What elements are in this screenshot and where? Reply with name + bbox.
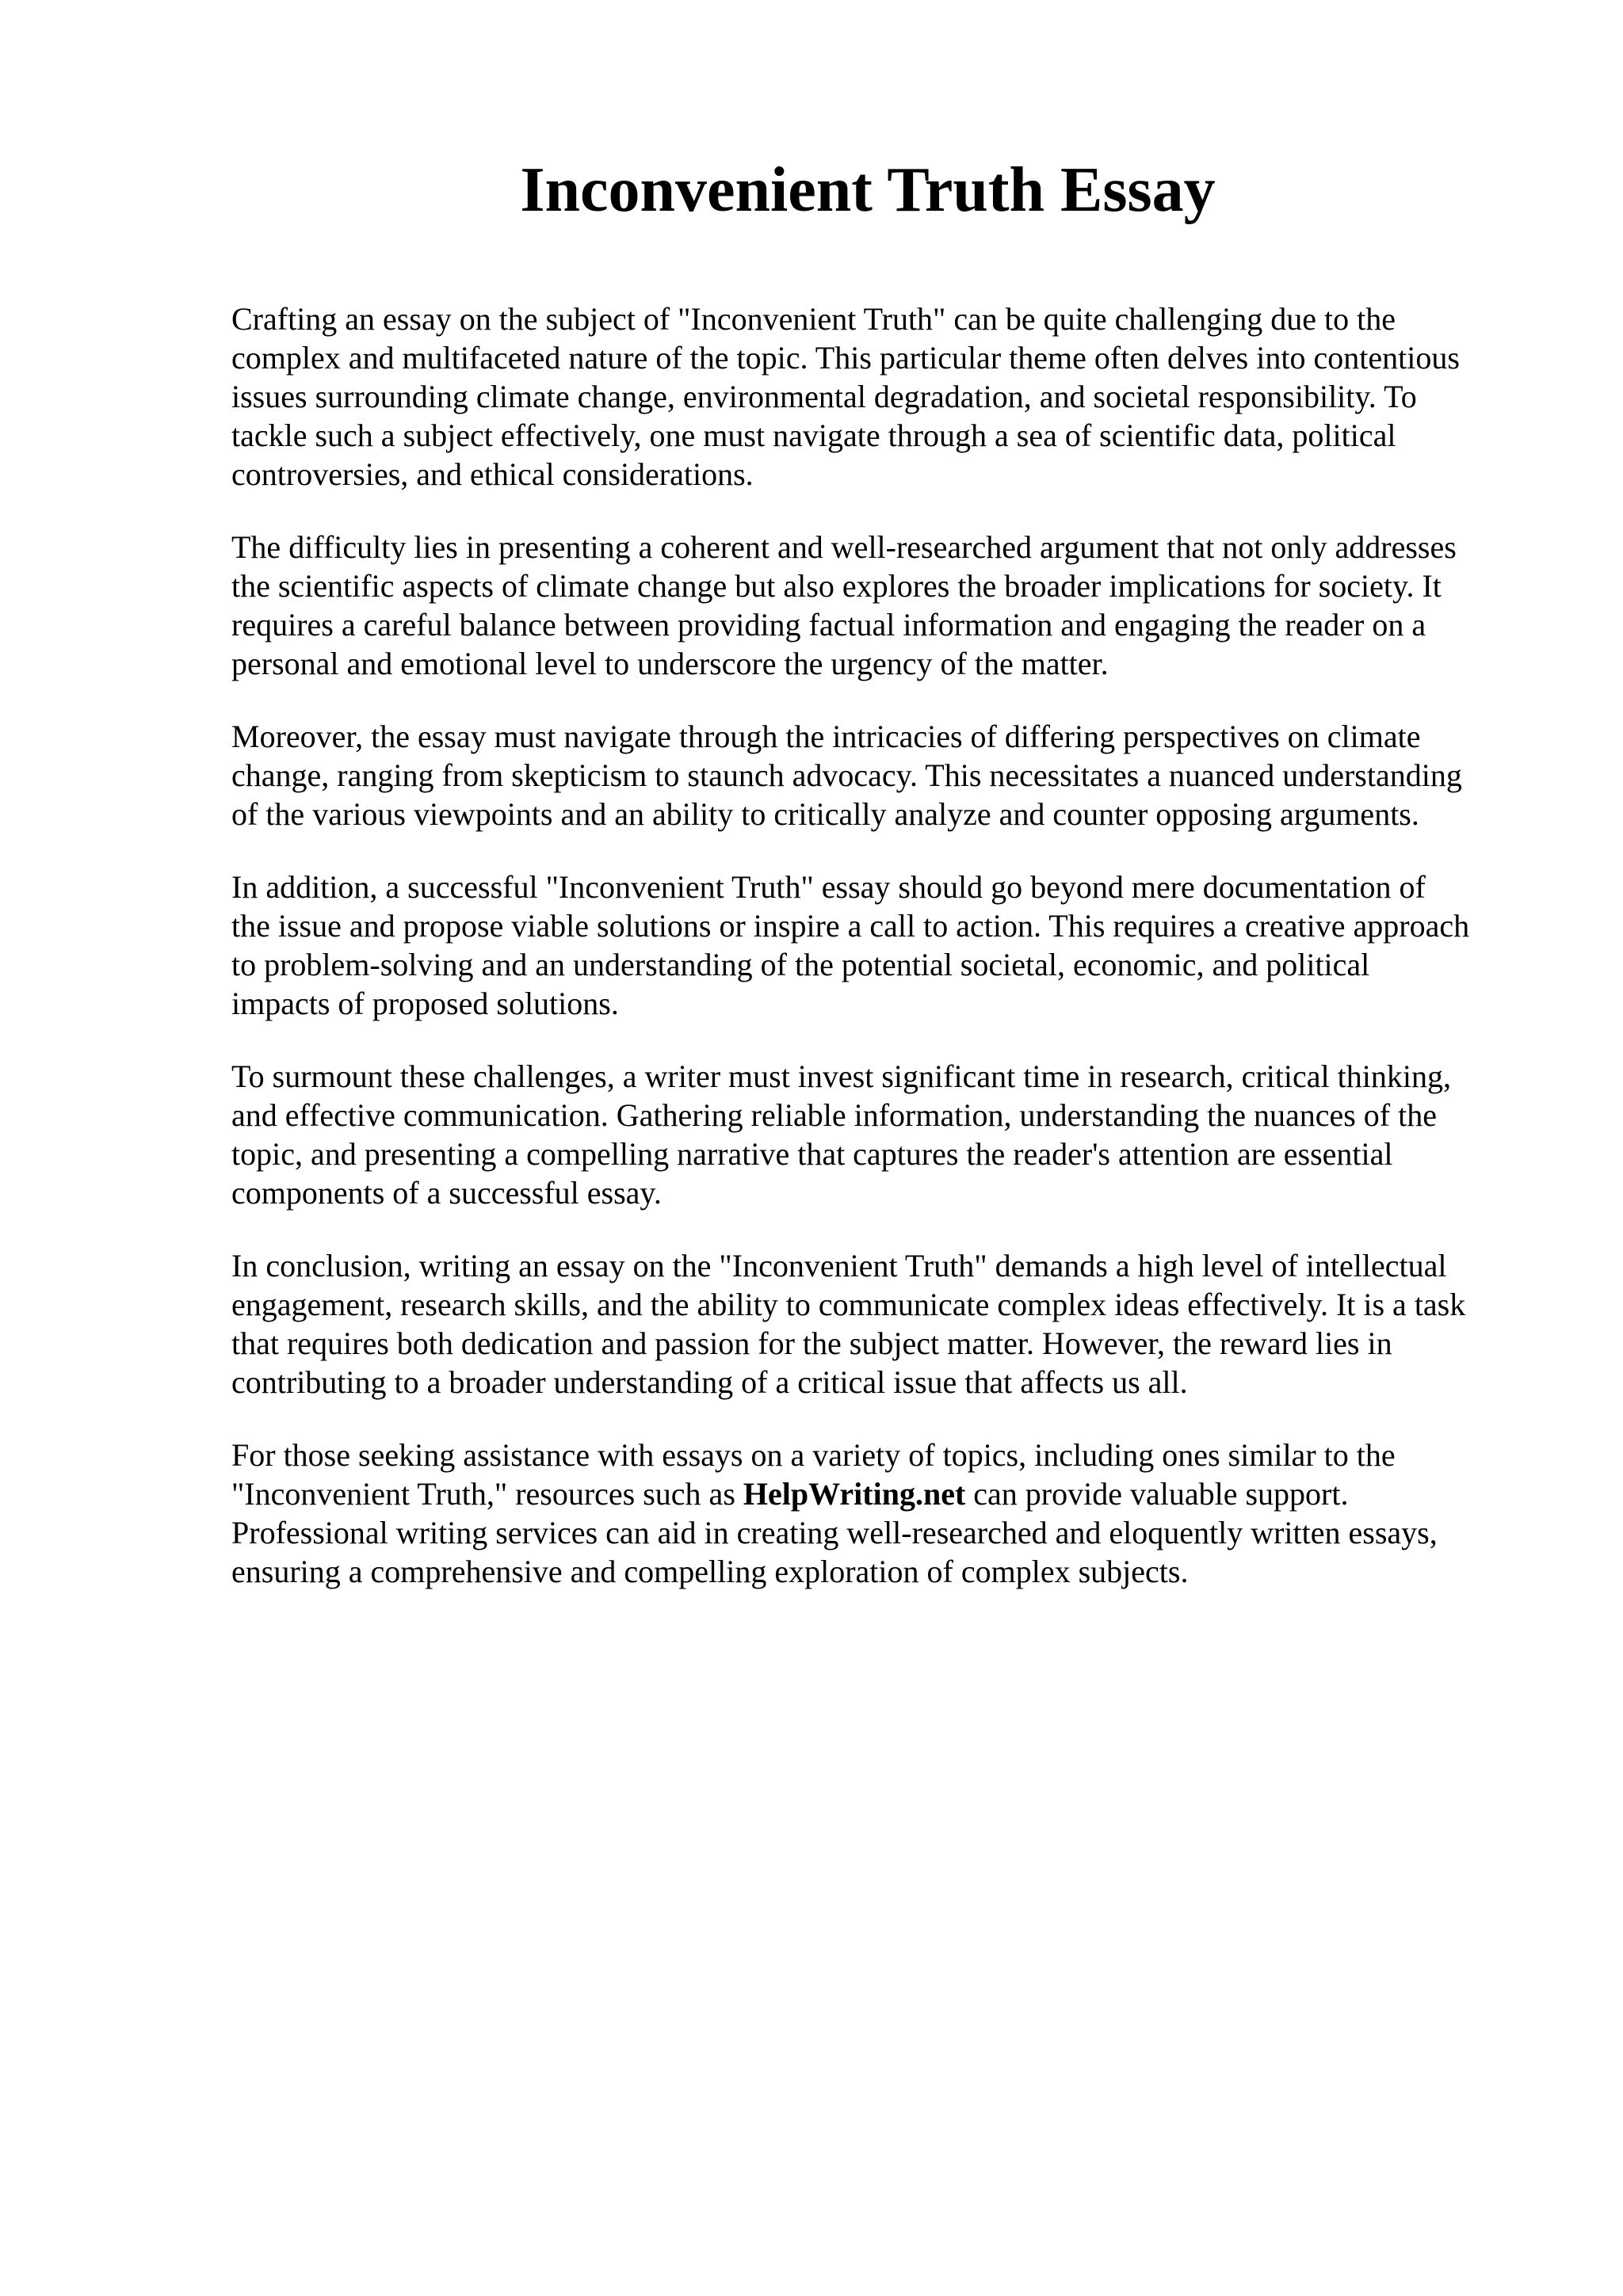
paragraph-1: Crafting an essay on the subject of "Inconvenient Truth" can be quite challenging due to the complex and multifaceted nature of the topic. This particular theme often delves into contentious issues surrounding climate change, environmental degradation, and societal responsibility. To tackle such a subject effectively, one must navigate through a sea of scientific data, political controversies, and ethical considerations. bbox=[231, 301, 1460, 492]
paragraph-4: In addition, a successful "Inconvenient Truth" essay should go beyond mere documentation of the issue and propose viable solutions or inspire a call to action. This requires a creative approach to problem-solving and an understanding of the potential societal, economic, and political impacts of proposed solutions. bbox=[231, 869, 1470, 1021]
page-title: Inconvenient Truth Essay bbox=[520, 155, 1216, 225]
essay-body bbox=[231, 299, 1531, 1625]
closing-paragraph bbox=[231, 1436, 1531, 1591]
brand-name: HelpWriting.net bbox=[743, 1476, 966, 1512]
paragraph-3: Moreover, the essay must navigate through the intricacies of differing perspectives on climate change, ranging from skepticism to staunch advocacy. This necessitates a nuanced understanding of the various viewpoints and an ability to critically analyze and counter opposing arguments. bbox=[231, 719, 1462, 832]
paragraph-6: In conclusion, writing an essay on the "Inconvenient Truth" demands a high level of intellectual engagement, research skills, and the ability to communicate complex ideas effectively. It is a task that requires both dedication and passion for the subject matter. However, the reward lies in contributing to a broader understanding of a critical issue that affects us all. bbox=[231, 1248, 1466, 1400]
paragraph-2: The difficulty lies in presenting a coherent and well-researched argument that not only addresses the scientific aspects of climate change but also explores the broader implications for society. It requires a careful balance between providing factual information and engaging the reader on a personal and emotional level to underscore the urgency of the matter. bbox=[231, 529, 1457, 681]
closing-text-before-brand: For those seeking assistance with essays on a variety of topics, including ones similar to the "Inconvenient Truth," resources such as bbox=[231, 1437, 1396, 1512]
closing-text-after-brand: can provide valuable support. Professional writing services can aid in creating well-researched and eloquently written essays, ensuring a comprehensive and compelling exploration of complex subjects. bbox=[231, 1476, 1438, 1589]
paragraph-5: To surmount these challenges, a writer must invest significant time in research, critical thinking, and effective communication. Gathering reliable information, understanding the nuances of the topic, and presenting a compelling narrative that captures the reader's attention are essential components of a successful essay. bbox=[231, 1058, 1452, 1211]
